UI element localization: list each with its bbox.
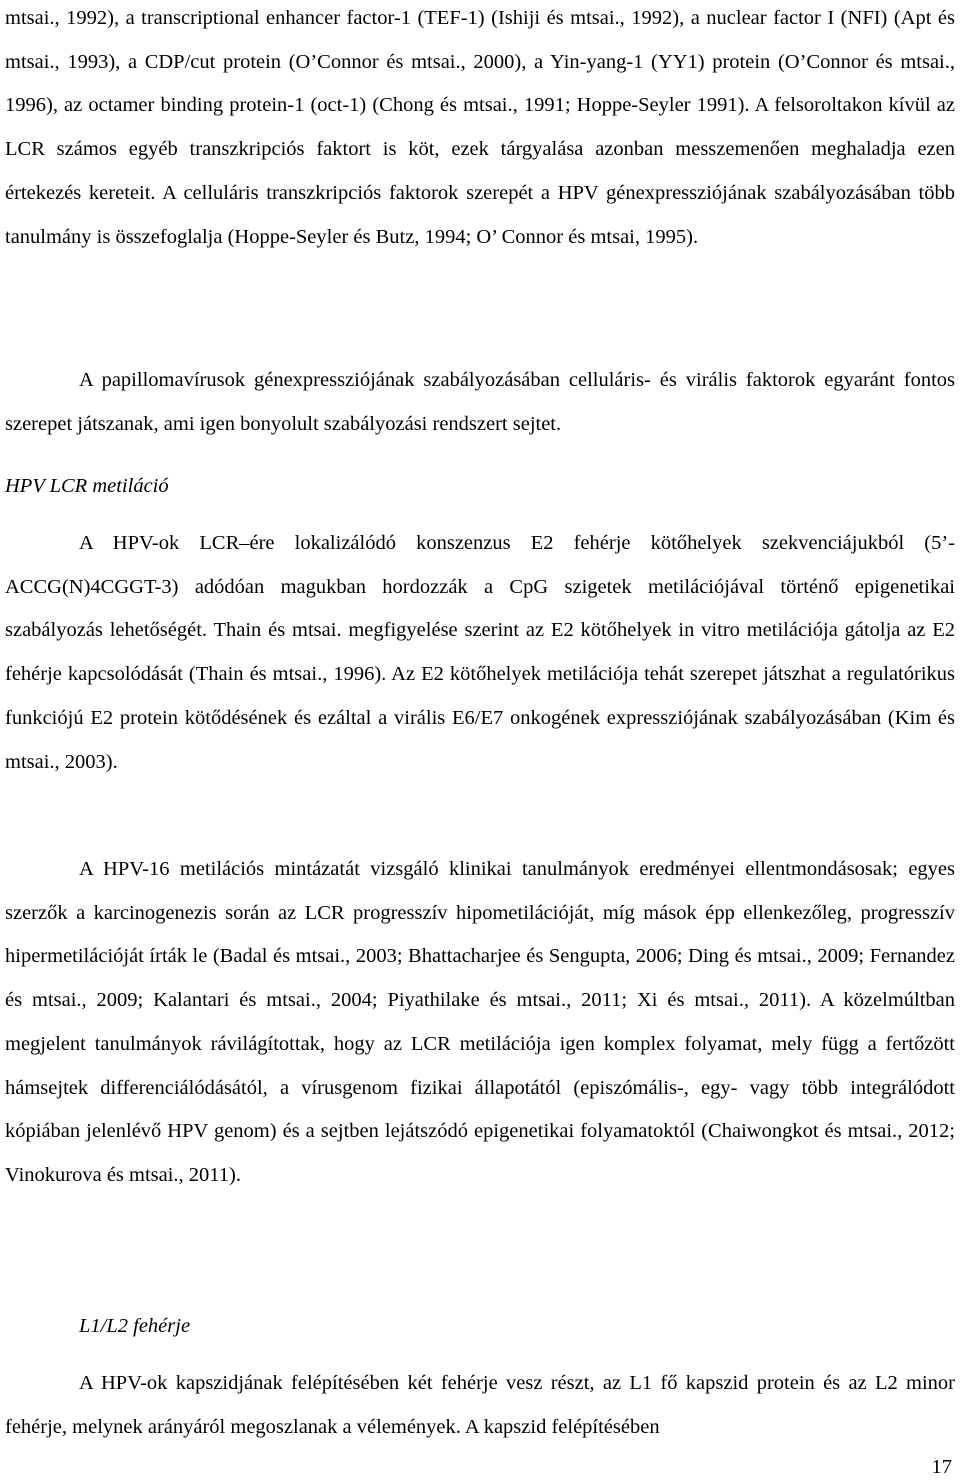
paragraph-hpv16-methylation-studies: A HPV-16 metilációs mintázatát vizsgáló klinikai tanulmányok eredményei ellentmondásosak; egyes szerzők a karcinogenezis során az LCR progresszív hipometilációját, míg mások épp ellenkezőleg, progresszív hipermetilációját írták le (Badal és mtsai., 2003; Bhattacharjee és Sengupta, 2006; Ding és mtsai., 2009; Fernandez és mtsai., 2009; Kalantari és mtsai., 2004; Piyathilake és mtsai., 2011; Xi és mtsai., 2011). A közelmúltban megjelent tanulmányok rávilágítottak, hogy az LCR metilációja igen komplex folyamat, mely függ a fertőzött hámsejtek differenciálódásától, a vírusgenom fizikai állapotától (episzómális-, egy- vagy több integrálódott kópiában jelenlévő HPV genom) és a sejtben lejátszódó epigenetikai folyamatoktól (Chaiwongkot és mtsai., 2012; Vinokurova és mtsai., 2011). [5,858,955,1186]
paragraph-gene-expression-regulation: A papillomavírusok génexpressziójának szabályozásában celluláris- és virális faktorok egyaránt fontos szerepet játszanak, ami igen bonyolult szabályozási rendszert sejtet. [5,369,955,435]
section-heading-hpv-lcr-methylation: HPV LCR metiláció [5,475,169,497]
paragraph-transcription-factors: mtsai., 1992), a transcriptional enhancer factor-1 (TEF-1) (Ishiji és mtsai., 1992), a nuclear factor I (NFI) (Apt és mtsai., 1993), a CDP/cut protein (O’Connor és mtsai., 2000), a Yin-yang-1 (YY1) protein (O’Connor és mtsai., 1996), az octamer binding protein-1 (oct-1) (Chong és mtsai., 1991; Hoppe-Seyler 1991). A felsoroltakon kívül az LCR számos egyéb transzkripciós faktort is köt, ezek tárgyalása azonban messzemenően meghaladja ezen értekezés kereteit. A celluláris transzkripciós faktorok szerepét a HPV génexpressziójának szabályozásában több tanulmány is összefoglalja (Hoppe-Seyler és Butz, 1994; O’ Connor és mtsai, 1995). [5,7,955,248]
paragraph-capsid-proteins: A HPV-ok kapszidjának felépítésében két fehérje vesz részt, az L1 fő kapszid protein és az L2 minor fehérje, melynek arányáról megoszlanak a vélemények. A kapszid felépítésében [5,1372,955,1438]
paragraph-e2-binding-sites: A HPV-ok LCR–ére lokalizálódó konszenzus E2 fehérje kötőhelyek szekvenciájukból (5’-ACCG(N)4CGGT-3) adódóan magukban hordozzák a CpG szigetek metilációjával történő epigenetikai szabályozás lehetőségét. Thain és mtsai. megfigyelése szerint az E2 kötőhelyek in vitro metilációja gátolja az E2 fehérje kapcsolódását (Thain és mtsai., 1996). Az E2 kötőhelyek metilációja tehát szerepet játszhat a regulatórikus funkciójú E2 protein kötődésének és ezáltal a virális E6/E7 onkogének expressziójának szabályozásában (Kim és mtsai., 2003). [5,532,955,773]
section-heading-l1-l2-protein: L1/L2 fehérje [79,1315,191,1337]
page-number: 17 [931,1456,952,1478]
